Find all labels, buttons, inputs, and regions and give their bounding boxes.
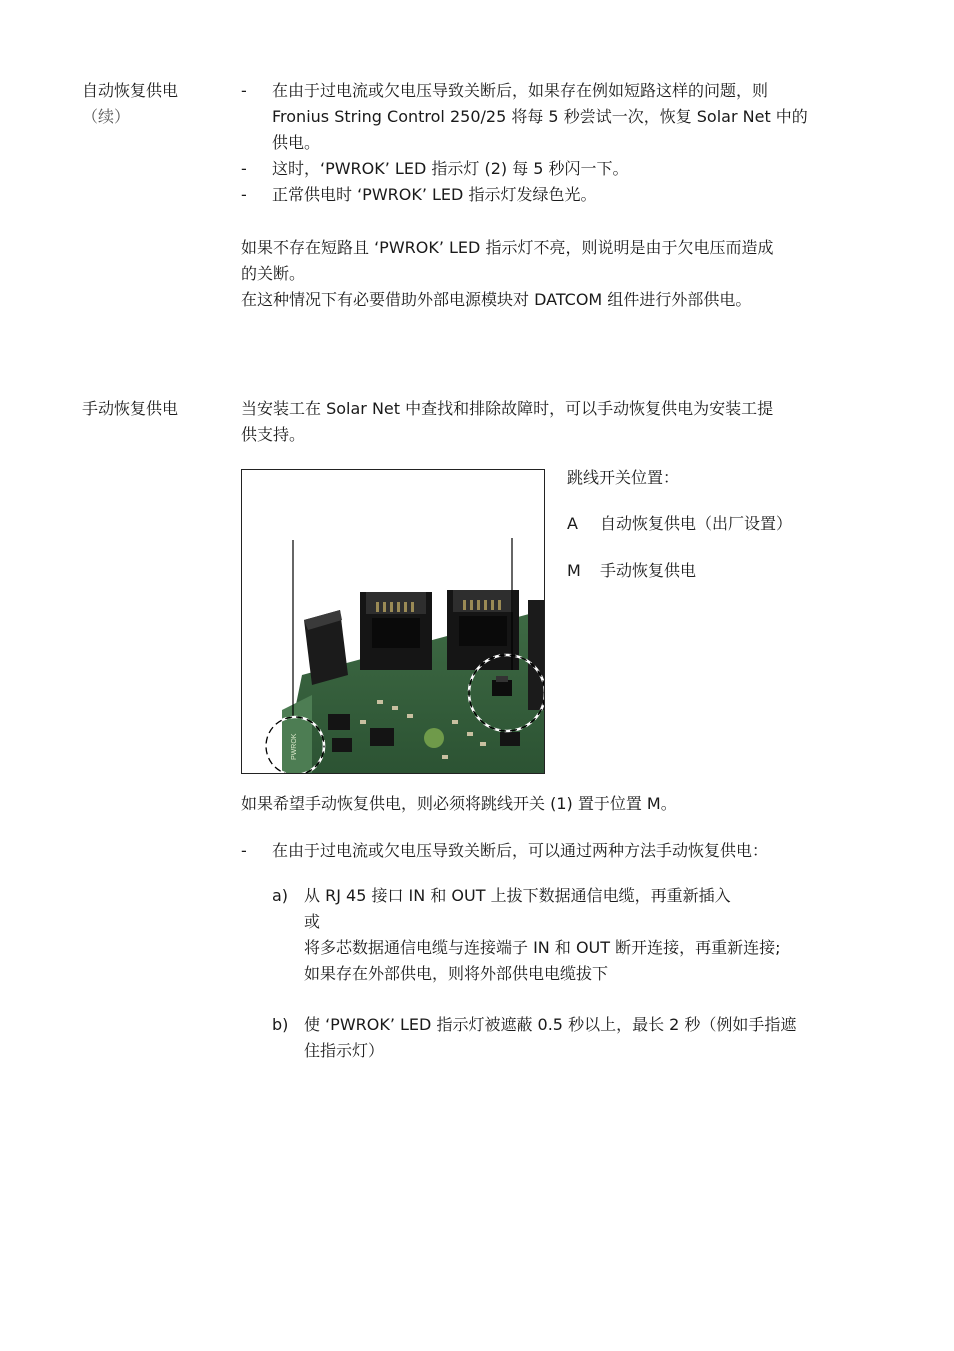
- jumper-instruction: 如果希望手动恢复供电，则必须将跳线开关 (1) 置于位置 M。: [241, 794, 677, 813]
- sub-item: a) 从 RJ 45 接口 IN 和 OUT 上拔下数据通信电缆，再重新插入 或 将多芯数据通信电缆与连接端子 IN 和 OUT 断开连接，再重新连接; 如果存在外部供电，则将外部供电电缆拔下: [272, 886, 781, 983]
- pcb-label-pwrok: PWROK: [291, 733, 298, 760]
- heading-text: 自动恢复供电: [82, 81, 179, 100]
- manual-methods-bullet: [241, 838, 873, 864]
- jumper-switch-photo: [241, 469, 545, 774]
- bullet-item: - 这时，‘PWROK’ LED 指示灯 (2) 每 5 秒闪一下。: [241, 159, 629, 178]
- undervoltage-paragraph: 如果不存在短路且 ‘PWROK’ LED 指示灯不亮，则说明是由于欠电压而造成 的关断。 在这种情况下有必要借助外部电源模块对 DATCOM 组件进行外部供电。: [241, 238, 774, 309]
- chip: [500, 732, 520, 746]
- legend-row-m: M 手动恢复供电: [567, 561, 697, 580]
- jumper-switch: [492, 680, 512, 696]
- heading-text: 手动恢复供电: [82, 399, 179, 418]
- method-b: [272, 1012, 873, 1064]
- manual-recovery-intro: 当安装工在 Solar Net 中查找和排除故障时，可以手动恢复供电为安装工提 供支持。: [241, 399, 774, 444]
- heading-continued: （续）: [82, 107, 131, 126]
- legend-row-a: A 自动恢复供电（出厂设置）: [567, 514, 793, 533]
- method-a: [272, 883, 872, 987]
- chip: [328, 714, 350, 730]
- legend-title: 跳线开关位置：: [567, 468, 680, 487]
- jumper-legend: [567, 465, 792, 584]
- sub-item: b) 使 ‘PWROK’ LED 指示灯被遮蔽 0.5 秒以上，最长 2 秒（例如手指遮 住指示灯）: [272, 1015, 797, 1060]
- pcb-illustration: [242, 470, 544, 773]
- chip: [332, 738, 352, 752]
- chip: [370, 728, 394, 746]
- bullet-item: - 在由于过电流或欠电压导致关断后，可以通过两种方法手动恢复供电：: [241, 841, 769, 860]
- section-heading-auto-recovery: [82, 78, 178, 130]
- auto-recovery-bullets: [241, 78, 873, 208]
- bullet-item: - 正常供电时 ‘PWROK’ LED 指示灯发绿色光。: [241, 185, 597, 204]
- section-heading-manual-recovery: [82, 396, 178, 422]
- bullet-item: - 在由于过电流或欠电压导致关断后，如果存在例如短路这样的问题，则 Fronius String Control 250/25 将每 5 秒尝试一次，恢复 Solar Net 中的 供电。: [241, 81, 808, 152]
